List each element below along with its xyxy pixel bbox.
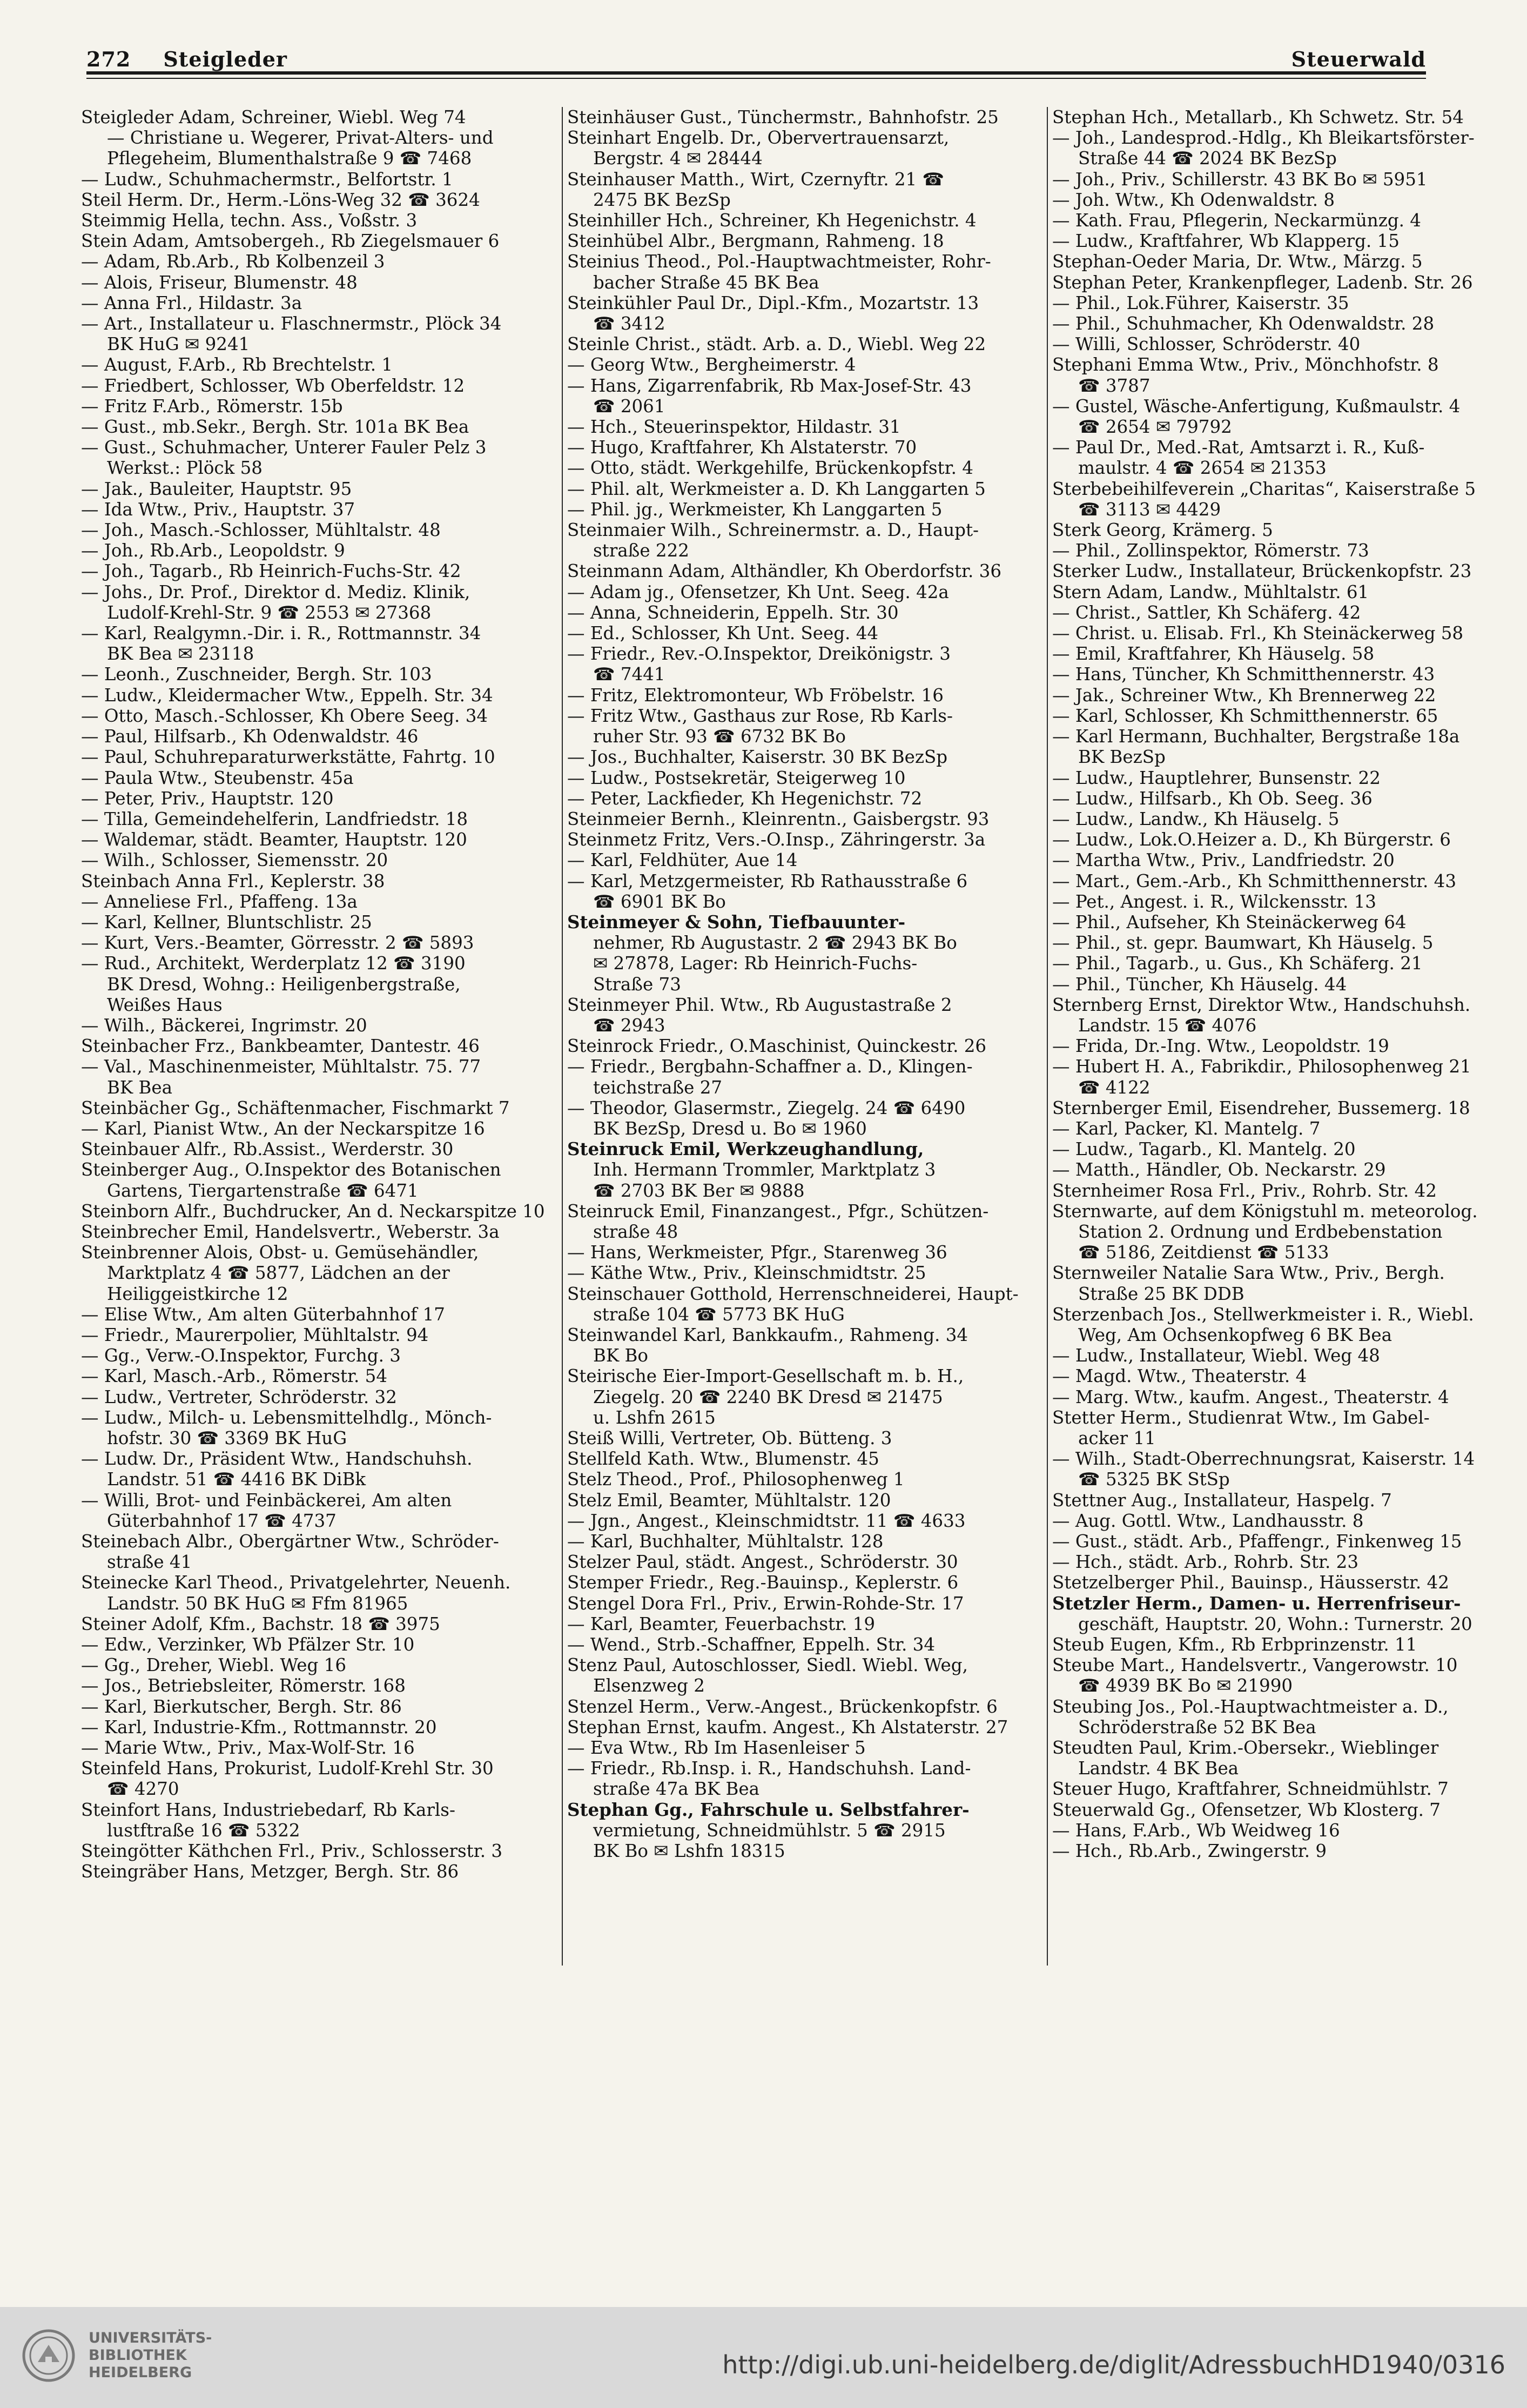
directory-entry: — Joh., Priv., Schillerstr. 43 BK Bo ✉ 5951 (1052, 169, 1428, 190)
directory-entry: Sterker Ludw., Installateur, Brückenkopfstr. 23 (1052, 561, 1472, 582)
directory-entry: — Jos., Betriebsleiter, Römerstr. 168 (81, 1675, 406, 1696)
directory-entry: — Kurt, Vers.-Beamter, Görresstr. 2 ☎ 5893 (81, 933, 474, 954)
directory-entry: — Friedr., Bergbahn-Schaffner a. D., Klingen- (567, 1056, 973, 1077)
directory-entry: — Anna Frl., Hildastr. 3a (81, 292, 302, 313)
directory-entry: BK HuG ✉ 9241 (107, 334, 250, 355)
directory-entry: Stein Adam, Amtsobergeh., Rb Ziegelsmauer 6 (81, 231, 500, 252)
directory-entry: — Wilh., Bäckerei, Ingrimstr. 20 (81, 1015, 367, 1036)
directory-entry: — Joh., Landesprod.-Hdlg., Kh Bleikartsförster- (1052, 128, 1475, 149)
directory-entry: straße 222 (593, 540, 689, 561)
directory-entry: — Edw., Verzinker, Wb Pfälzer Str. 10 (81, 1634, 415, 1655)
directory-entry: — Phil., Tüncher, Kh Häuselg. 44 (1052, 974, 1347, 995)
directory-entry: — Phil., Lok.Führer, Kaiserstr. 35 (1052, 292, 1349, 313)
directory-entry: Steiß Willi, Vertreter, Ob. Bütteng. 3 (567, 1428, 892, 1448)
directory-entry: — Georg Wtw., Bergheimerstr. 4 (567, 354, 856, 375)
directory-entry: — Gust., städt. Arb., Pfaffengr., Finkenweg 15 (1052, 1531, 1462, 1552)
directory-entry: Straße 44 ☎ 2024 BK BezSp (1078, 148, 1337, 169)
directory-entry: — Marie Wtw., Priv., Max-Wolf-Str. 16 (81, 1738, 415, 1759)
directory-entry: ☎ 5325 BK StSp (1078, 1469, 1230, 1490)
directory-entry: — Phil., Zollinspektor, Römerstr. 73 (1052, 540, 1369, 561)
directory-entry: straße 47a BK Bea (593, 1779, 759, 1800)
page-header (86, 33, 1426, 71)
directory-entry: — Paula Wtw., Steubenstr. 45a (81, 767, 354, 788)
directory-entry: Heiliggeistkirche 12 (107, 1283, 288, 1304)
directory-entry: Steinius Theod., Pol.-Hauptwachtmeister, Rohr- (567, 251, 991, 272)
directory-entry: — Karl, Schlosser, Kh Schmitthennerstr. 65 (1052, 705, 1438, 726)
directory-entry: — Phil., Tagarb., u. Gus., Kh Schäferg. 21 (1052, 953, 1423, 974)
directory-entry: Steuerwald Gg., Ofensetzer, Wb Klosterg. 7 (1052, 1799, 1441, 1820)
directory-entry: — Joh., Rb.Arb., Leopoldstr. 9 (81, 540, 345, 561)
directory-entry: — Otto, städt. Werkgehilfe, Brückenkopfstr. 4 (567, 458, 973, 479)
directory-entry: BK Bo ✉ Lshfn 18315 (593, 1841, 785, 1862)
header-rule-thin (86, 78, 1426, 79)
directory-entry: Marktplatz 4 ☎ 5877, Lädchen an der (107, 1263, 450, 1284)
directory-entry: — Anneliese Frl., Pfaffeng. 13a (81, 891, 358, 912)
directory-entry: — Jak., Bauleiter, Hauptstr. 95 (81, 478, 352, 499)
directory-entry: Stettner Aug., Installateur, Haspelg. 7 (1052, 1490, 1392, 1511)
directory-entry: Steinle Christ., städt. Arb. a. D., Wiebl. Weg 22 (567, 334, 986, 355)
directory-entry: Steinrock Friedr., O.Maschinist, Quinckestr. 26 (567, 1036, 987, 1057)
directory-entry: Steube Mart., Handelsvertr., Vangerowstr. 10 (1052, 1655, 1458, 1676)
directory-entry: Steimmig Hella, techn. Ass., Voßstr. 3 (81, 210, 418, 231)
directory-entry: — Karl, Buchhalter, Mühltalstr. 128 (567, 1531, 884, 1552)
directory-entry: Straße 73 (593, 974, 681, 995)
directory-entry: — Friedr., Rev.-O.Inspektor, Dreikönigstr. 3 (567, 643, 951, 665)
directory-entry: Steinborn Alfr., Buchdrucker, An d. Neckarspitze 10 (81, 1200, 545, 1222)
directory-entry: Steinmeyer Phil. Wtw., Rb Augustastraße 2 (567, 994, 952, 1015)
directory-entry: Steiner Adolf, Kfm., Bachstr. 18 ☎ 3975 (81, 1613, 440, 1634)
directory-entry: straße 104 ☎ 5773 BK HuG (593, 1304, 845, 1325)
header-right-word: Steuerwald (1291, 47, 1426, 71)
directory-entry: — Wend., Strb.-Schaffner, Eppelh. Str. 34 (567, 1634, 936, 1655)
directory-entry: Steinbacher Frz., Bankbeamter, Dantestr. 46 (81, 1036, 480, 1057)
directory-entry: — Hch., Rb.Arb., Zwingerstr. 9 (1052, 1841, 1327, 1862)
directory-entry: — Christiane u. Wegerer, Privat-Alters- und (107, 128, 494, 149)
directory-entry: nehmer, Rb Augustastr. 2 ☎ 2943 BK Bo (593, 933, 957, 954)
directory-entry: — Elise Wtw., Am alten Güterbahnhof 17 (81, 1304, 445, 1325)
column-divider-2 (1047, 107, 1048, 1966)
directory-entry: Station 2. Ordnung und Erdbebenstation (1078, 1221, 1443, 1242)
directory-entry: Ludolf-Krehl-Str. 9 ☎ 2553 ✉ 27368 (107, 602, 432, 623)
directory-entry: Landstr. 4 BK Bea (1078, 1758, 1239, 1779)
column-2 (567, 107, 1041, 1861)
directory-entry: BK Bo (593, 1345, 648, 1366)
directory-entry: Steinbächer Gg., Schäftenmacher, Fischmarkt 7 (81, 1097, 510, 1118)
directory-entry: Straße 25 BK DDB (1078, 1283, 1245, 1304)
directory-entry: — Fritz Wtw., Gasthaus zur Rose, Rb Karls- (567, 705, 953, 726)
directory-entry: — Jos., Buchhalter, Kaiserstr. 30 BK BezSp (567, 747, 948, 768)
directory-entry: Steinebach Albr., Obergärtner Wtw., Schröder- (81, 1531, 499, 1552)
directory-entry: — Karl, Packer, Kl. Mantelg. 7 (1052, 1118, 1321, 1139)
header-left-word: Steigleder (163, 47, 287, 71)
library-line-1: UNIVERSITÄTS- (89, 2330, 212, 2346)
directory-entry: — Karl, Realgymn.-Dir. i. R., Rottmannstr. 34 (81, 623, 481, 644)
directory-entry: Steinruck Emil, Finanzangest., Pfgr., Schützen- (567, 1200, 989, 1222)
directory-entry: Steil Herm. Dr., Herm.-Löns-Weg 32 ☎ 3624 (81, 189, 480, 210)
directory-entry: Sternberger Emil, Eisendreher, Bussemerg. 18 (1052, 1097, 1470, 1118)
library-name (89, 2330, 212, 2382)
directory-entry: — Ludw., Kraftfahrer, Wb Klapperg. 15 (1052, 231, 1400, 252)
directory-entry: Steinfeld Hans, Prokurist, Ludolf-Krehl Str. 30 (81, 1758, 494, 1779)
directory-entry: Weißes Haus (107, 994, 223, 1015)
directory-entry: — Fritz F.Arb., Römerstr. 15b (81, 395, 343, 417)
directory-entry: — Christ. u. Elisab. Frl., Kh Steinäckerweg 58 (1052, 623, 1464, 644)
directory-entry: — Karl, Kellner, Bluntschlistr. 25 (81, 911, 372, 933)
directory-entry: Steudten Paul, Krim.-Obersekr., Wieblinger (1052, 1738, 1439, 1759)
directory-entry: — Otto, Masch.-Schlosser, Kh Obere Seeg. 34 (81, 705, 488, 726)
directory-entry: maulstr. 4 ☎ 2654 ✉ 21353 (1078, 458, 1327, 479)
directory-entry: Steinbrecher Emil, Handelsvertr., Weberstr. 3a (81, 1221, 500, 1242)
directory-entry: Sterk Georg, Krämerg. 5 (1052, 520, 1273, 541)
directory-entry: — Phil. jg., Werkmeister, Kh Langgarten 5 (567, 499, 943, 520)
directory-entry: ☎ 4122 (1078, 1077, 1151, 1098)
library-line-2: BIBLIOTHEK (89, 2347, 187, 2364)
page-number: 272 (86, 47, 131, 71)
directory-entry: Stephan Hch., Metallarb., Kh Schwetz. Str. 54 (1052, 107, 1464, 128)
directory-entry: Stellfeld Kath. Wtw., Blumenstr. 45 (567, 1448, 879, 1470)
column-divider-1 (562, 107, 563, 1966)
directory-entry: Stenz Paul, Autoschlosser, Siedl. Wiebl. Weg, (567, 1655, 968, 1676)
directory-entry: — Ludw., Milch- u. Lebensmittelhdlg., Mönch- (81, 1407, 492, 1428)
directory-entry: — Ludw., Postsekretär, Steigerweg 10 (567, 767, 906, 788)
directory-entry: Sterbebeihilfeverein „Charitas“, Kaiserstraße 5 (1052, 478, 1476, 499)
directory-entry: ✉ 27878, Lager: Rb Heinrich-Fuchs- (593, 953, 918, 974)
directory-entry: — Hch., städt. Arb., Rohrb. Str. 23 (1052, 1552, 1359, 1573)
directory-entry: Sternheimer Rosa Frl., Priv., Rohrb. Str. 42 (1052, 1180, 1437, 1201)
directory-entry: — Jak., Schreiner Wtw., Kh Brennerweg 22 (1052, 685, 1436, 706)
column-3 (1052, 107, 1479, 1861)
directory-entry: Stelzer Paul, städt. Angest., Schröderstr. 30 (567, 1552, 958, 1573)
directory-entry: ☎ 5186, Zeitdienst ☎ 5133 (1078, 1242, 1329, 1263)
directory-entry: ☎ 2943 (593, 1015, 665, 1036)
directory-entry: ☎ 7441 (593, 664, 665, 685)
directory-entry: — Karl, Feldhüter, Aue 14 (567, 850, 798, 871)
directory-entry: Steinmaier Wilh., Schreinermstr. a. D., Haupt- (567, 520, 979, 541)
directory-entry: — Fritz, Elektromonteur, Wb Fröbelstr. 16 (567, 685, 944, 706)
directory-entry: Steinhübel Albr., Bergmann, Rahmeng. 18 (567, 231, 944, 252)
library-line-3: HEIDELBERG (89, 2364, 192, 2381)
directory-entry: — Hans, Tüncher, Kh Schmitthennerstr. 43 (1052, 664, 1435, 685)
directory-entry: Steinhiller Hch., Schreiner, Kh Hegenichstr. 4 (567, 210, 977, 231)
directory-entry: Stelz Theod., Prof., Philosophenweg 1 (567, 1469, 905, 1490)
directory-entry: Landstr. 50 BK HuG ✉ Ffm 81965 (107, 1593, 408, 1614)
directory-entry: Steinfort Hans, Industriebedarf, Rb Karls- (81, 1799, 455, 1820)
directory-entry: — Mart., Gem.-Arb., Kh Schmitthennerstr. 43 (1052, 870, 1456, 891)
directory-entry: hofstr. 30 ☎ 3369 BK HuG (107, 1428, 347, 1448)
directory-entry: — Karl, Industrie-Kfm., Rottmannstr. 20 (81, 1716, 437, 1738)
directory-entry: Güterbahnhof 17 ☎ 4737 (107, 1510, 337, 1531)
directory-entry: — Eva Wtw., Rb Im Hasenleiser 5 (567, 1738, 866, 1759)
directory-entry: — Gust., Schuhmacher, Unterer Fauler Pelz 3 (81, 437, 487, 458)
directory-entry: Steinbauer Alfr., Rb.Assist., Werderstr. 30 (81, 1139, 454, 1160)
directory-entry: — Ida Wtw., Priv., Hauptstr. 37 (81, 499, 355, 520)
directory-entry: Sternwarte, auf dem Königstuhl m. meteorolog. (1052, 1200, 1478, 1222)
directory-entry: — Art., Installateur u. Flaschnermstr., Plöck 34 (81, 313, 502, 334)
directory-entry: Inh. Hermann Trommler, Marktplatz 3 (593, 1159, 936, 1180)
directory-entry: Stemper Friedr., Reg.-Bauinsp., Keplerstr. 6 (567, 1572, 959, 1593)
header-rule (86, 71, 1426, 75)
directory-entry: Steingötter Käthchen Frl., Priv., Schlosserstr. 3 (81, 1841, 503, 1862)
directory-entry: Steinbach Anna Frl., Keplerstr. 38 (81, 870, 385, 891)
directory-entry: — Käthe Wtw., Priv., Kleinschmidtstr. 25 (567, 1263, 926, 1284)
directory-entry: — Hans, Zigarrenfabrik, Rb Max-Josef-Str. 43 (567, 375, 972, 396)
directory-entry: Pflegeheim, Blumenthalstraße 9 ☎ 7468 (107, 148, 472, 169)
directory-entry: Schröderstraße 52 BK Bea (1078, 1716, 1316, 1738)
directory-entry: — Ludw., Landw., Kh Häuselg. 5 (1052, 808, 1340, 829)
directory-entry: Steub Eugen, Kfm., Rb Erbprinzenstr. 11 (1052, 1634, 1417, 1655)
directory-entry: Stetter Herm., Studienrat Wtw., Im Gabel- (1052, 1407, 1430, 1428)
directory-entry: ☎ 2061 (593, 395, 665, 417)
directory-entry: Steinmetz Fritz, Vers.-O.Insp., Zähringerstr. 3a (567, 829, 986, 850)
directory-entry: — Ludw., Installateur, Wiebl. Weg 48 (1052, 1345, 1380, 1366)
directory-entry: — Hubert H. A., Fabrikdir., Philosophenweg 21 (1052, 1056, 1471, 1077)
directory-entry: — Phil., st. gepr. Baumwart, Kh Häuselg. 5 (1052, 933, 1434, 954)
directory-entry: — Ludw., Lok.O.Heizer a. D., Kh Bürgerstr. 6 (1052, 829, 1451, 850)
directory-entry: — Frida, Dr.-Ing. Wtw., Leopoldstr. 19 (1052, 1036, 1389, 1057)
directory-entry: — Matth., Händler, Ob. Neckarstr. 29 (1052, 1159, 1386, 1180)
directory-entry: ☎ 4270 (107, 1779, 179, 1800)
directory-entry: — Ludw., Hauptlehrer, Bunsenstr. 22 (1052, 767, 1381, 788)
directory-entry: Ziegelg. 20 ☎ 2240 BK Dresd ✉ 21475 (593, 1386, 943, 1407)
directory-entry: — Willi, Schlosser, Schröderstr. 40 (1052, 334, 1361, 355)
directory-entry: — Ludw., Hilfsarb., Kh Ob. Seeg. 36 (1052, 788, 1373, 809)
directory-entry: — Friedr., Maurerpolier, Mühltalstr. 94 (81, 1324, 429, 1345)
directory-entry: — Hch., Steuerinspektor, Hildastr. 31 (567, 417, 901, 438)
directory-entry: Stetzler Herm., Damen- u. Herrenfriseur- (1052, 1593, 1461, 1614)
directory-entry: Steinbrenner Alois, Obst- u. Gemüsehändler, (81, 1242, 479, 1263)
directory-entry: Sterzenbach Jos., Stellwerkmeister i. R., Wiebl. (1052, 1304, 1474, 1325)
directory-entry: Landstr. 51 ☎ 4416 BK DiBk (107, 1469, 366, 1490)
directory-entry: Elsenzweg 2 (593, 1675, 705, 1696)
directory-entry: — Willi, Brot- und Feinbäckerei, Am alten (81, 1490, 452, 1511)
directory-entry: Stengel Dora Frl., Priv., Erwin-Rohde-Str. 17 (567, 1593, 964, 1614)
directory-entry: Stephani Emma Wtw., Priv., Mönchhofstr. 8 (1052, 354, 1439, 375)
directory-entry: geschäft, Hauptstr. 20, Wohn.: Turnerstr. 20 (1078, 1613, 1472, 1634)
directory-entry: — Hans, Werkmeister, Pfgr., Starenweg 36 (567, 1242, 947, 1263)
directory-entry: — Pet., Angest. i. R., Wilckensstr. 13 (1052, 891, 1376, 912)
directory-entry: — Tilla, Gemeindehelferin, Landfriedstr. 18 (81, 808, 468, 829)
directory-entry: Stephan-Oeder Maria, Dr. Wtw., Märzg. 5 (1052, 251, 1423, 272)
directory-entry: BK Bea ✉ 23118 (107, 643, 254, 665)
directory-entry: — Karl, Pianist Wtw., An der Neckarspitze 16 (81, 1118, 485, 1139)
directory-entry: — Gust., mb.Sekr., Bergh. Str. 101a BK Bea (81, 417, 469, 438)
directory-entry: — Val., Maschinenmeister, Mühltalstr. 75. 77 (81, 1056, 481, 1077)
directory-entry: — Joh., Tagarb., Rb Heinrich-Fuchs-Str. 42 (81, 561, 461, 582)
directory-entry: Stenzel Herm., Verw.-Angest., Brückenkopfstr. 6 (567, 1696, 998, 1717)
directory-entry: Sternberg Ernst, Direktor Wtw., Handschuhsh. (1052, 994, 1471, 1015)
directory-entry: — Hugo, Kraftfahrer, Kh Alstaterstr. 70 (567, 437, 917, 458)
directory-entry: Steirische Eier-Import-Gesellschaft m. b. H., (567, 1366, 964, 1387)
directory-entry: Weg, Am Ochsenkopfweg 6 BK Bea (1078, 1324, 1392, 1345)
directory-entry: — Ludw., Schuhmachermstr., Belfortstr. 1 (81, 169, 453, 190)
directory-entry: Stelz Emil, Beamter, Mühltalstr. 120 (567, 1490, 891, 1511)
directory-entry: — Aug. Gottl. Wtw., Landhausstr. 8 (1052, 1510, 1364, 1531)
directory-entry: Stern Adam, Landw., Mühltalstr. 61 (1052, 581, 1369, 602)
directory-entry: Steinruck Emil, Werkzeughandlung, (567, 1139, 924, 1160)
source-url-link[interactable]: http://digi.ub.uni-heidelberg.de/diglit/AdressbuchHD1940/0316 (722, 2350, 1505, 2379)
directory-entry: Stephan Peter, Krankenpfleger, Ladenb. Str. 26 (1052, 272, 1473, 293)
directory-entry: Stetzelberger Phil., Bauinsp., Häusserstr. 42 (1052, 1572, 1449, 1593)
directory-entry: — Adam jg., Ofensetzer, Kh Unt. Seeg. 42a (567, 581, 949, 602)
directory-entry: — Martha Wtw., Priv., Landfriedstr. 20 (1052, 850, 1395, 871)
directory-entry: BK Bea (107, 1077, 172, 1098)
directory-entry: acker 11 (1078, 1428, 1156, 1448)
directory-entry: — Karl, Beamter, Feuerbachstr. 19 (567, 1613, 876, 1634)
directory-entry: — Rud., Architekt, Werderplatz 12 ☎ 3190 (81, 953, 466, 974)
directory-entry: — Phil. alt, Werkmeister a. D. Kh Langgarten 5 (567, 478, 986, 499)
directory-entry: — Karl Hermann, Buchhalter, Bergstraße 18a (1052, 726, 1460, 747)
directory-entry: BK BezSp (1078, 747, 1166, 768)
university-seal-icon (22, 2329, 76, 2383)
directory-entry: u. Lshfn 2615 (593, 1407, 716, 1428)
directory-entry: — Joh. Wtw., Kh Odenwaldstr. 8 (1052, 189, 1335, 210)
directory-entry: Steinkühler Paul Dr., Dipl.-Kfm., Mozartstr. 13 (567, 292, 979, 313)
directory-entry: Steinecke Karl Theod., Privatgelehrter, Neuenh. (81, 1572, 511, 1593)
directory-entry: Stephan Ernst, kaufm. Angest., Kh Alstaterstr. 27 (567, 1716, 1008, 1738)
directory-entry: straße 48 (593, 1221, 678, 1242)
directory-entry: — Phil., Aufseher, Kh Steinäckerweg 64 (1052, 911, 1407, 933)
directory-entry: — Waldemar, städt. Beamter, Hauptstr. 120 (81, 829, 467, 850)
directory-entry: Steinmeyer & Sohn, Tiefbauunter- (567, 911, 906, 933)
directory-entry: vermietung, Schneidmühlstr. 5 ☎ 2915 (593, 1820, 946, 1841)
directory-entry: ruher Str. 93 ☎ 6732 BK Bo (593, 726, 846, 747)
directory-entry: Steigleder Adam, Schreiner, Wiebl. Weg 74 (81, 107, 466, 128)
directory-entry: ☎ 4939 BK Bo ✉ 21990 (1078, 1675, 1293, 1696)
directory-entry: — Theodor, Glasermstr., Ziegelg. 24 ☎ 6490 (567, 1097, 966, 1118)
directory-entry: — Wilh., Schlosser, Siemensstr. 20 (81, 850, 388, 871)
directory-entry: Steinmann Adam, Althändler, Kh Oberdorfstr. 36 (567, 561, 1002, 582)
directory-entry: — Ludw., Kleidermacher Wtw., Eppelh. Str. 34 (81, 685, 493, 706)
directory-entry: Steinwandel Karl, Bankkaufm., Rahmeng. 34 (567, 1324, 968, 1345)
directory-entry: Steubing Jos., Pol.-Hauptwachtmeister a. D., (1052, 1696, 1449, 1717)
directory-entry: Werkst.: Plöck 58 (107, 458, 263, 479)
directory-entry: — Ludw., Tagarb., Kl. Mantelg. 20 (1052, 1139, 1356, 1160)
column-1 (81, 107, 556, 1882)
directory-entry: — Christ., Sattler, Kh Schäferg. 42 (1052, 602, 1361, 623)
directory-entry: ☎ 3787 (1078, 375, 1151, 396)
directory-entry: — Leonh., Zuschneider, Bergh. Str. 103 (81, 664, 432, 685)
directory-entry: — Ed., Schlosser, Kh Unt. Seeg. 44 (567, 623, 879, 644)
directory-entry: — Phil., Schuhmacher, Kh Odenwaldstr. 28 (1052, 313, 1435, 334)
directory-entry: — Peter, Priv., Hauptstr. 120 (81, 788, 334, 809)
directory-entry: — Karl, Bierkutscher, Bergh. Str. 86 (81, 1696, 402, 1717)
directory-entry: — Karl, Metzgermeister, Rb Rathausstraße 6 (567, 870, 968, 891)
directory-entry: BK BezSp, Dresd u. Bo ✉ 1960 (593, 1118, 867, 1139)
directory-entry: Steingräber Hans, Metzger, Bergh. Str. 86 (81, 1861, 459, 1882)
directory-entry: — Hans, F.Arb., Wb Weidweg 16 (1052, 1820, 1340, 1841)
directory-entry: — Gustel, Wäsche-Anfertigung, Kußmaulstr. 4 (1052, 395, 1461, 417)
directory-entry: — Peter, Lackfieder, Kh Hegenichstr. 72 (567, 788, 923, 809)
directory-entry: ☎ 6901 BK Bo (593, 891, 726, 912)
directory-entry: Gartens, Tiergartenstraße ☎ 6471 (107, 1180, 419, 1201)
directory-entry: — Jgn., Angest., Kleinschmidtstr. 11 ☎ 4633 (567, 1510, 966, 1531)
directory-entry: — Friedbert, Schlosser, Wb Oberfeldstr. 12 (81, 375, 465, 396)
directory-entry: — Anna, Schneiderin, Eppelh. Str. 30 (567, 602, 899, 623)
directory-entry: — Kath. Frau, Pflegerin, Neckarmünzg. 4 (1052, 210, 1421, 231)
directory-entry: 2475 BK BezSp (593, 189, 731, 210)
directory-entry: Steinhäuser Gust., Tünchermstr., Bahnhofstr. 25 (567, 107, 999, 128)
directory-entry: — Wilh., Stadt-Oberrechnungsrat, Kaiserstr. 14 (1052, 1448, 1475, 1470)
directory-entry: Bergstr. 4 ✉ 28444 (593, 148, 763, 169)
directory-entry: — Alois, Friseur, Blumenstr. 48 (81, 272, 358, 293)
directory-entry: — August, F.Arb., Rb Brechtelstr. 1 (81, 354, 393, 375)
directory-entry: BK Dresd, Wohng.: Heiligenbergstraße, (107, 974, 461, 995)
directory-entry: — Paul Dr., Med.-Rat, Amtsarzt i. R., Kuß- (1052, 437, 1425, 458)
directory-entry: Steinmeier Bernh., Kleinrentn., Gaisbergstr. 93 (567, 808, 990, 829)
directory-entry: — Johs., Dr. Prof., Direktor d. Mediz. Klinik, (81, 581, 470, 602)
directory-entry: ☎ 2654 ✉ 79792 (1078, 417, 1232, 438)
directory-entry: — Karl, Masch.-Arb., Römerstr. 54 (81, 1366, 388, 1387)
directory-entry: Steinhart Engelb. Dr., Obervertrauensarzt, (567, 128, 950, 149)
directory-entry: ☎ 2703 BK Ber ✉ 9888 (593, 1180, 805, 1201)
directory-entry: Steinschauer Gotthold, Herrenschneiderei, Haupt- (567, 1283, 1019, 1304)
library-logo[interactable] (22, 2329, 212, 2383)
directory-entry: Landstr. 15 ☎ 4076 (1078, 1015, 1257, 1036)
directory-entry: ☎ 3412 (593, 313, 665, 334)
directory-entry: — Emil, Kraftfahrer, Kh Häuselg. 58 (1052, 643, 1375, 665)
directory-entry: — Joh., Masch.-Schlosser, Mühltalstr. 48 (81, 520, 441, 541)
footer-bar (0, 2307, 1527, 2408)
directory-entry: Stephan Gg., Fahrschule u. Selbstfahrer- (567, 1799, 970, 1820)
directory-entry: ☎ 3113 ✉ 4429 (1078, 499, 1221, 520)
directory-entry: straße 41 (107, 1552, 192, 1573)
directory-entry: Steuer Hugo, Kraftfahrer, Schneidmühlstr. 7 (1052, 1779, 1449, 1800)
directory-entry: Steinberger Aug., O.Inspektor des Botanischen (81, 1159, 501, 1180)
directory-entry: — Ludw., Vertreter, Schröderstr. 32 (81, 1386, 397, 1407)
directory-entry: — Marg. Wtw., kaufm. Angest., Theaterstr. 4 (1052, 1386, 1449, 1407)
directory-entry: Steinhauser Matth., Wirt, Czernyftr. 21 ☎ (567, 169, 945, 190)
directory-entry: — Adam, Rb.Arb., Rb Kolbenzeil 3 (81, 251, 385, 272)
directory-entry: — Paul, Hilfsarb., Kh Odenwaldstr. 46 (81, 726, 419, 747)
directory-entry: lustftraße 16 ☎ 5322 (107, 1820, 300, 1841)
directory-entry: — Gg., Dreher, Wiebl. Weg 16 (81, 1655, 347, 1676)
directory-entry: — Magd. Wtw., Theaterstr. 4 (1052, 1366, 1307, 1387)
directory-entry: — Gg., Verw.-O.Inspektor, Furchg. 3 (81, 1345, 401, 1366)
directory-entry: teichstraße 27 (593, 1077, 723, 1098)
header-left (86, 47, 287, 71)
directory-entry: — Friedr., Rb.Insp. i. R., Handschuhsh. Land- (567, 1758, 971, 1779)
directory-entry: — Ludw. Dr., Präsident Wtw., Handschuhsh. (81, 1448, 473, 1470)
directory-entry: — Paul, Schuhreparaturwerkstätte, Fahrtg. 10 (81, 747, 495, 768)
directory-entry: bacher Straße 45 BK Bea (593, 272, 819, 293)
directory-entry: Sternweiler Natalie Sara Wtw., Priv., Bergh. (1052, 1263, 1445, 1284)
